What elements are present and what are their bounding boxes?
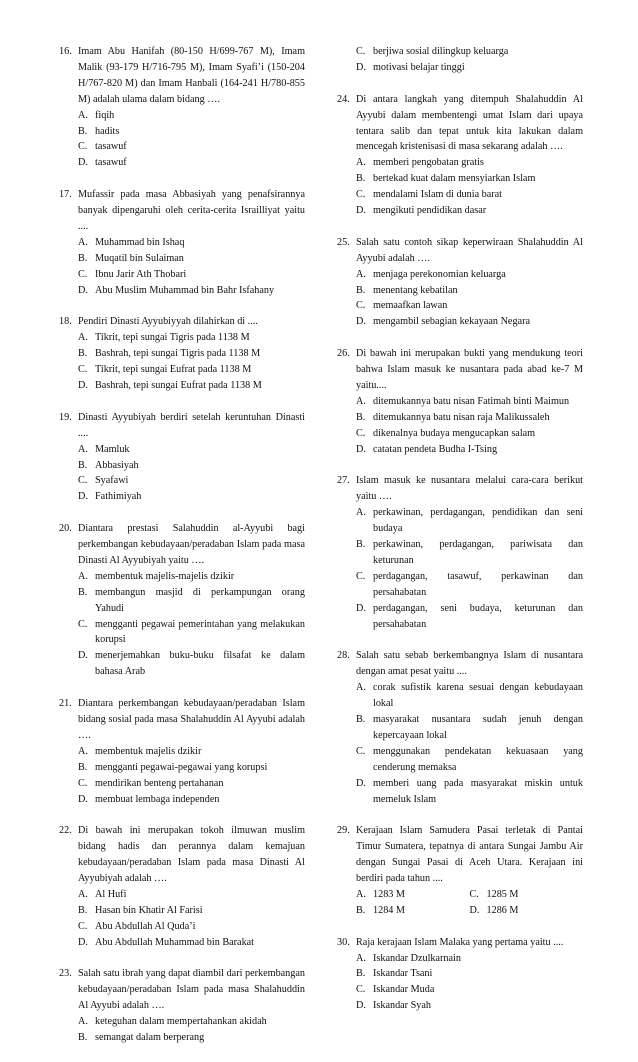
question-text: Pendiri Dinasti Ayyubiyyah dilahirkan di ....	[78, 316, 258, 328]
question-text: Salah satu ibrah yang dapat diambil dari perkembangan kebudayaan/peradaban Islam pada masa Shalahuddin Al Ayyubi adalah ….	[78, 968, 305, 1012]
question-23-continued	[337, 44, 583, 76]
question-number: 29.	[337, 825, 350, 837]
question-24	[337, 92, 583, 219]
option-d[interactable]: D. memberi uang pada masyarakat miskin untuk memeluk Islam	[356, 777, 583, 805]
option-a[interactable]: A. Tikrit, tepi sungai Tigris pada 1138 M	[78, 332, 250, 344]
option-a[interactable]: A. fiqih	[78, 109, 115, 121]
option-c[interactable]: C. perdagangan, tasawuf, perkawinan dan persahabatan	[356, 570, 583, 598]
option-d[interactable]: D. motivasi belajar tinggi	[356, 61, 465, 73]
question-number: 23.	[59, 968, 72, 980]
question-number: 27.	[337, 475, 350, 487]
option-c[interactable]: C. memaafkan lawan	[356, 300, 448, 312]
question-number: 25.	[337, 236, 350, 248]
option-c[interactable]: C. Iskandar Muda	[356, 984, 435, 996]
option-d[interactable]: D. perdagangan, seni budaya, keturunan dan persahabatan	[356, 602, 583, 630]
question-23	[59, 966, 305, 1046]
question-25	[337, 235, 583, 330]
option-d[interactable]: D. mengambil sebagian kekayaan Negara	[356, 316, 530, 328]
question-text: Diantara perkembangan kebudayaan/peradaban Islam bidang sosial pada masa Shalahuddin Al Ayyubi adalah ….	[78, 698, 305, 741]
right-column	[337, 44, 583, 1030]
question-number: 20.	[59, 523, 72, 535]
option-b[interactable]: B. Iskandar Tsani	[356, 968, 433, 980]
option-d[interactable]: D. 1286 M	[469, 904, 519, 916]
option-c[interactable]: C. menggunakan pendekatan kekuasaan yang cenderung memaksa	[356, 745, 583, 773]
question-30	[337, 935, 583, 1015]
question-text: Dinasti Ayyubiyah berdiri setelah keruntuhan Dinasti ....	[78, 411, 305, 439]
question-text: Imam Abu Hanifah (80-150 H/699-767 M), Imam Malik (93-179 H/716-795 M), Imam Syafi’i (150-204 H/767-820 M) dan Imam Hanbali (164-241 H/780-855 M) adalah ulama dalam bidang ….	[78, 46, 305, 105]
question-20	[59, 521, 305, 680]
option-c[interactable]: C. Tikrit, tepi sungai Eufrat pada 1138 M	[78, 364, 252, 376]
question-text: Mufassir pada masa Abbasiyah yang penafsirannya banyak dipengaruhi oleh cerita-cerita Israilliyat yaitu ....	[78, 189, 305, 232]
option-a[interactable]: A. memberi pengobatan gratis	[356, 157, 484, 169]
option-c[interactable]: C. Ibnu Jarir Ath Thobari	[78, 268, 187, 280]
question-16	[59, 44, 305, 171]
option-c[interactable]: C. mendirikan benteng pertahanan	[78, 777, 224, 789]
option-a[interactable]: A. 1283 M	[356, 888, 405, 900]
question-22	[59, 823, 305, 950]
option-b[interactable]: B. mengganti pegawai-pegawai yang korupsi	[78, 761, 268, 773]
option-d[interactable]: D. catatan pendeta Budha I-Tsing	[356, 443, 498, 455]
option-c[interactable]: C. Syafawi	[78, 475, 129, 487]
option-a[interactable]: A. Muhammad bin Ishaq	[78, 236, 185, 248]
question-number: 17.	[59, 189, 72, 201]
question-text: Salah satu contoh sikap keperwiraan Shalahuddin Al Ayyubi adalah ….	[356, 236, 583, 264]
option-b[interactable]: B. perkawinan, perdagangan, pariwisata dan keturunan	[356, 539, 583, 566]
question-text: Di antara langkah yang ditempuh Shalahuddin Al Ayyubi dalam membentengi umat Islam dari upaya tentara salib dan tepat untuk kita lakukan dalam mencegah kristenisasi di masa sekarang adalah ….	[356, 93, 583, 153]
option-b[interactable]: B. Hasan bin Khatir Al Farisi	[78, 904, 203, 916]
option-c[interactable]: C. tasawuf	[78, 141, 127, 153]
option-a[interactable]: A. Al Hufi	[78, 888, 127, 900]
option-c[interactable]: C. 1285 M	[469, 888, 519, 900]
question-27	[337, 473, 583, 632]
question-19	[59, 410, 305, 505]
option-d[interactable]: D. tasawuf	[78, 157, 127, 169]
option-b[interactable]: B. bertekad kuat dalam mensyiarkan Islam	[356, 173, 536, 185]
option-d[interactable]: D. Fathimiyah	[78, 491, 142, 503]
question-number: 28.	[337, 650, 350, 662]
option-b[interactable]: B. 1284 M	[356, 904, 405, 916]
question-21	[59, 696, 305, 807]
option-b[interactable]: B. masyarakat nusantara sudah jenuh dengan kepercayaan lokal	[356, 713, 583, 741]
option-d[interactable]: D. Abu Muslim Muhammad bin Bahr Isfahany	[78, 284, 275, 296]
option-c[interactable]: C. berjiwa sosial dilingkup keluarga	[356, 46, 509, 57]
option-d[interactable]: D. Bashrah, tepi sungai Eufrat pada 1138 M	[78, 380, 262, 391]
question-17	[59, 187, 305, 298]
question-number: 19.	[59, 411, 72, 423]
question-number: 22.	[59, 825, 72, 837]
option-c[interactable]: C. Abu Abdullah Al Quda’i	[78, 920, 196, 932]
option-b[interactable]: B. Abbasiyah	[78, 459, 139, 471]
question-text: Kerajaan Islam Samudera Pasai terletak di Pantai Timur Sumatera, tepatnya di antara Sungai Jambu Air dengan Sungai Pasai di Aceh Utara. Kerajaan ini berdiri pada tahun ....	[356, 825, 583, 885]
question-26	[337, 346, 583, 457]
option-a[interactable]: A. Iskandar Dzulkarnain	[356, 952, 461, 964]
option-a[interactable]: A. membentuk majelis dzikir	[78, 745, 202, 757]
option-a[interactable]: A. menjaga perekonomian keluarga	[356, 268, 506, 280]
left-column	[59, 44, 305, 1062]
option-b[interactable]: B. hadits	[78, 125, 120, 137]
option-b[interactable]: B. menentang kebatilan	[356, 284, 458, 296]
question-text: Raja kerajaan Islam Malaka yang pertama yaitu ....	[356, 936, 564, 948]
option-b[interactable]: B. semangat dalam berperang	[78, 1032, 205, 1044]
question-18	[59, 314, 305, 394]
option-a[interactable]: A. keteguhan dalam mempertahankan akidah	[78, 1016, 267, 1028]
question-text: Diantara prestasi Salahuddin al-Ayyubi bagi perkembangan kebudayaan/peradaban Islam pada masa Dinasti Al Ayyubiyah yaitu ….	[78, 523, 305, 566]
question-text: Salah satu sebab berkembangnya Islam di nusantara dengan amat pesat yaitu ....	[356, 650, 583, 678]
option-b[interactable]: B. Muqatil bin Sulaiman	[78, 252, 184, 264]
question-28	[337, 648, 583, 807]
question-text: Islam masuk ke nusantara melalui cara-cara berikut yaitu ….	[356, 475, 583, 503]
question-number: 30.	[337, 936, 350, 948]
question-number: 26.	[337, 348, 350, 360]
option-a[interactable]: A. membentuk majelis-majelis dzikir	[78, 570, 235, 582]
question-number: 18.	[59, 316, 72, 328]
question-number: 24.	[337, 93, 350, 105]
option-a[interactable]: A. corak sufistik karena sesuai dengan kebudayaan lokal	[356, 682, 583, 710]
option-b[interactable]: B. ditemukannya batu nisan raja Malikussaleh	[356, 411, 550, 423]
question-text: Di bawah ini merupakan tokoh ilmuwan muslim bidang hadis dan perannya dalam kemajuan kebudayaan/peradaban Islam pada masa Dinasti Al Ayyubiyah adalah ….	[78, 825, 305, 885]
option-b[interactable]: B. membangun masjid di perkampungan orang Yahudi	[78, 586, 305, 614]
question-number: 16.	[59, 46, 72, 57]
option-b[interactable]: B. Bashrah, tepi sungai Tigris pada 1138 M	[78, 348, 261, 360]
option-d[interactable]: D. Abu Abdullah Muhammad bin Barakat	[78, 936, 255, 948]
option-d[interactable]: D. mengikuti pendidikan dasar	[356, 205, 487, 217]
option-c[interactable]: C. mendalami Islam di dunia barat	[356, 189, 503, 201]
option-c[interactable]: C. dikenalnya budaya mengucapkan salam	[356, 427, 536, 439]
question-29	[337, 823, 583, 918]
option-d[interactable]: D. Iskandar Syah	[356, 1000, 431, 1012]
option-d[interactable]: D. membuat lembaga independen	[78, 793, 220, 805]
option-a[interactable]: A. ditemukannya batu nisan Fatimah binti Maimun	[356, 395, 570, 407]
option-a[interactable]: A. Mamluk	[78, 443, 130, 455]
question-text: Di bawah ini merupakan bukti yang mendukung teori bahwa Islam masuk ke nusantara pada abad ke-7 M yaitu....	[356, 348, 583, 391]
option-a[interactable]: A. perkawinan, perdagangan, pendidikan dan seni budaya	[356, 507, 583, 535]
option-d[interactable]: D. menerjemahkan buku-buku filsafat ke dalam bahasa Arab	[78, 650, 305, 678]
question-number: 21.	[59, 698, 72, 710]
option-c[interactable]: C. mengganti pegawai pemerintahan yang melakukan korupsi	[78, 618, 305, 646]
